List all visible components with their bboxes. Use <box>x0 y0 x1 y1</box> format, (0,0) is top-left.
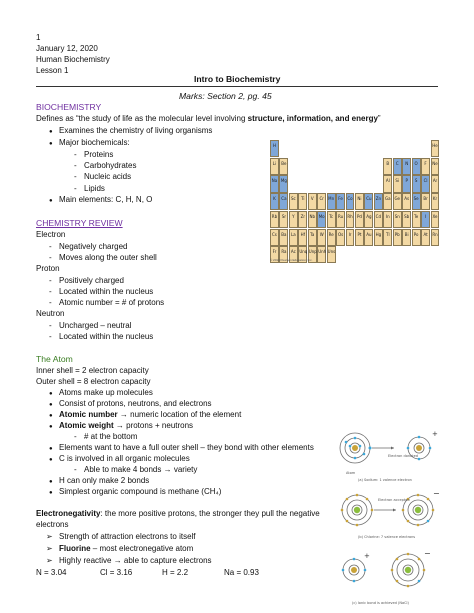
chlorine-atom-figure <box>341 489 440 526</box>
list-item: ● H can only make 2 bonds <box>59 477 149 486</box>
element-cell-cu: Cu <box>364 193 373 210</box>
list-item: - Positively charged <box>59 277 124 286</box>
element-cell-ni: Ni <box>355 193 364 210</box>
element-cell-n: N <box>402 158 411 175</box>
list-item: - Nucleic acids <box>84 173 131 182</box>
element-cell-rh: Rh <box>346 211 355 228</box>
biochemistry-definition: Defines as “the study of life as the molecular level involving structure, information, and energy” <box>36 114 381 123</box>
element-cell-rn: Rn <box>431 229 440 246</box>
element-cell-sn: Sn <box>393 211 402 228</box>
element-cell-he: He <box>431 140 440 157</box>
element-cell-cl: Cl <box>421 175 430 192</box>
element-cell-xe: Xe <box>431 211 440 228</box>
element-cell-b: B <box>383 158 392 175</box>
element-cell-br: Br <box>421 193 430 210</box>
element-cell-zr: Zr <box>298 211 307 228</box>
neutron-label: Neutron <box>36 309 65 318</box>
element-cell-f: F <box>421 158 430 175</box>
atom-label: Atom <box>346 471 356 475</box>
list-item: ➢ Fluorine – most electronegative atom <box>59 545 193 554</box>
element-cell-cs: Cs <box>270 229 279 246</box>
element-cell-tl: Tl <box>383 229 392 246</box>
nacl-ionic-bond-figure <box>342 549 431 587</box>
list-item: ● Atomic weight → protons + neutrons <box>59 422 193 431</box>
element-cell-sc: Sc <box>289 193 298 210</box>
element-cell-v: V <box>308 193 317 210</box>
element-cell-p: P <box>402 175 411 192</box>
en-value-n: N = 3.04 <box>36 568 67 577</box>
list-item: - Lipids <box>84 185 105 194</box>
element-cell-o: O <box>412 158 421 175</box>
list-item: - Moves along the outer shell <box>59 254 157 263</box>
svg-text:+: + <box>432 430 438 438</box>
element-cell-zn: Zn <box>374 193 383 210</box>
element-cell-sb: Sb <box>402 211 411 228</box>
list-item: - Located within the nucleus <box>59 288 153 297</box>
element-cell-ti: Ti <box>298 193 307 210</box>
figure-c-caption: (c) Ionic bond is achieved (NaCl) <box>352 601 409 605</box>
element-cell-h: H <box>270 140 279 157</box>
element-cell-au: Au <box>364 229 373 246</box>
element-cell-ra: Ra <box>279 246 288 263</box>
list-item: ● Atoms make up molecules <box>59 389 153 398</box>
element-cell-ta: Ta <box>308 229 317 246</box>
atom-heading: The Atom <box>36 354 73 364</box>
element-cell-k: K <box>270 193 279 210</box>
biochemistry-heading: BIOCHEMISTRY <box>36 102 102 112</box>
element-cell-fe: Fe <box>336 193 345 210</box>
list-item: ● Elements want to have a full outer shell – they bond with other elements <box>59 444 314 453</box>
element-cell-sr: Sr <box>279 211 288 228</box>
svg-text:+: + <box>364 552 370 560</box>
outer-shell-text: Outer shell = 8 electron capacity <box>36 377 151 386</box>
svg-text:−: − <box>433 489 440 498</box>
element-cell-pt: Pt <box>355 229 364 246</box>
element-cell-cr: Cr <box>317 193 326 210</box>
electron-donated-label: Electron donated <box>388 454 418 458</box>
element-cell-re: Re <box>327 229 336 246</box>
list-item: - Able to make 4 bonds → variety <box>84 466 197 475</box>
element-cell-ru: Ru <box>336 211 345 228</box>
proton-label: Proton <box>36 264 60 273</box>
element-cell-kr: Kr <box>431 193 440 210</box>
svg-text:−: − <box>424 549 431 558</box>
element-cell-ne: Ne <box>431 158 440 175</box>
element-cell-hg: Hg <box>374 229 383 246</box>
element-cell-bi: Bi <box>402 229 411 246</box>
en-value-h: H = 2.2 <box>162 568 189 577</box>
element-cell-si: Si <box>393 175 402 192</box>
element-cell-tc: Tc <box>327 211 336 228</box>
electronegativity-definition: Electronegativity: the more positive protons, the stronger they pull the negative <box>36 509 320 518</box>
element-cell-be: Be <box>279 158 288 175</box>
element-cell-rb: Rb <box>270 211 279 228</box>
lesson-label: Lesson 1 <box>36 66 69 75</box>
list-item: - Carbohydrates <box>84 162 136 171</box>
periodic-table-caption: © 2013 Pearson Education, Inc. <box>270 258 313 262</box>
element-cell-s: S <box>412 175 421 192</box>
list-item: ➢ Strength of attraction electrons to itself <box>59 533 196 542</box>
element-cell-mg: Mg <box>279 175 288 192</box>
list-item: ● Examines the chemistry of living organisms <box>59 127 212 136</box>
course-name: Human Biochemistry <box>36 55 110 64</box>
element-cell-nb: Nb <box>308 211 317 228</box>
element-cell-ga: Ga <box>383 193 392 210</box>
element-cell-ir: Ir <box>346 229 355 246</box>
element-cell-at: At <box>421 229 430 246</box>
electron-accepted-label: Electron accepted <box>378 498 410 502</box>
element-cell-po: Po <box>412 229 421 246</box>
en-value-na: Na = 0.93 <box>224 568 259 577</box>
element-cell-unq: Unq <box>298 246 307 263</box>
element-cell-pb: Pb <box>393 229 402 246</box>
element-cell-mn: Mn <box>327 193 336 210</box>
element-cell-unh: Unh <box>317 246 326 263</box>
element-cell-na: Na <box>270 175 279 192</box>
inner-shell-text: Inner shell = 2 electron capacity <box>36 366 149 375</box>
element-cell-ar: Ar <box>431 175 440 192</box>
sodium-atom-figure <box>340 430 438 463</box>
element-cell-w: W <box>317 229 326 246</box>
chemistry-review-heading: CHEMISTRY REVIEW <box>36 218 123 228</box>
element-cell-ac: Ac <box>289 246 298 263</box>
title-divider <box>36 86 438 87</box>
element-cell-ge: Ge <box>393 193 402 210</box>
element-cell-ag: Ag <box>364 211 373 228</box>
list-item: ● Consist of protons, neutrons, and electrons <box>59 400 212 409</box>
element-cell-pd: Pd <box>355 211 364 228</box>
list-item: ● Atomic number → numeric location of the element <box>59 411 241 420</box>
figure-a-caption: (a) Sodium: 1 valence electron <box>358 478 412 482</box>
element-cell-la: La <box>289 229 298 246</box>
element-cell-al: Al <box>383 175 392 192</box>
list-item: - Uncharged – neutral <box>59 322 132 331</box>
element-cell-os: Os <box>336 229 345 246</box>
element-cell-ba: Ba <box>279 229 288 246</box>
element-cell-hf: Hf <box>298 229 307 246</box>
periodic-table <box>270 140 440 264</box>
electronegativity-definition-cont: electrons <box>36 520 69 529</box>
list-item: - Proteins <box>84 151 113 160</box>
element-cell-co: Co <box>346 193 355 210</box>
list-item: ● Major biochemicals: <box>59 139 130 148</box>
subtitle: Marks: Section 2, pg. 45 <box>179 91 272 101</box>
list-item: - Located within the nucleus <box>59 333 153 342</box>
element-cell-fr: Fr <box>270 246 279 263</box>
element-cell-te: Te <box>412 211 421 228</box>
list-item: - Atomic number = # of protons <box>59 299 164 308</box>
element-cell-uns: Uns <box>327 246 336 263</box>
element-cell-cd: Cd <box>374 211 383 228</box>
list-item: ● C is involved in all organic molecules <box>59 455 190 464</box>
element-cell-unp: Unp <box>308 246 317 263</box>
element-cell-c: C <box>393 158 402 175</box>
element-cell-mo: Mo <box>317 211 326 228</box>
electron-label: Electron <box>36 230 66 239</box>
element-cell-i: I <box>421 211 430 228</box>
list-item: - Negatively charged <box>59 243 127 252</box>
element-cell-in: In <box>383 211 392 228</box>
page-number: 1 <box>36 33 41 42</box>
en-value-cl: Cl = 3.16 <box>100 568 133 577</box>
ionic-bond-figure <box>338 430 442 608</box>
element-cell-se: Se <box>412 193 421 210</box>
list-item: ● Simplest organic compound is methane (CH₄) <box>59 488 221 497</box>
element-cell-li: Li <box>270 158 279 175</box>
list-item: ● Main elements: C, H, N, O <box>59 196 152 205</box>
element-cell-y: Y <box>289 211 298 228</box>
list-item: ➢ Highly reactive → able to capture electrons <box>59 557 212 566</box>
element-cell-as: As <box>402 193 411 210</box>
list-item: - # at the bottom <box>84 433 137 442</box>
date: January 12, 2020 <box>36 44 98 53</box>
figure-b-caption: (b) Chlorine: 7 valence electrons <box>358 535 416 539</box>
element-cell-ca: Ca <box>279 193 288 210</box>
page-title: Intro to Biochemistry <box>194 74 281 84</box>
